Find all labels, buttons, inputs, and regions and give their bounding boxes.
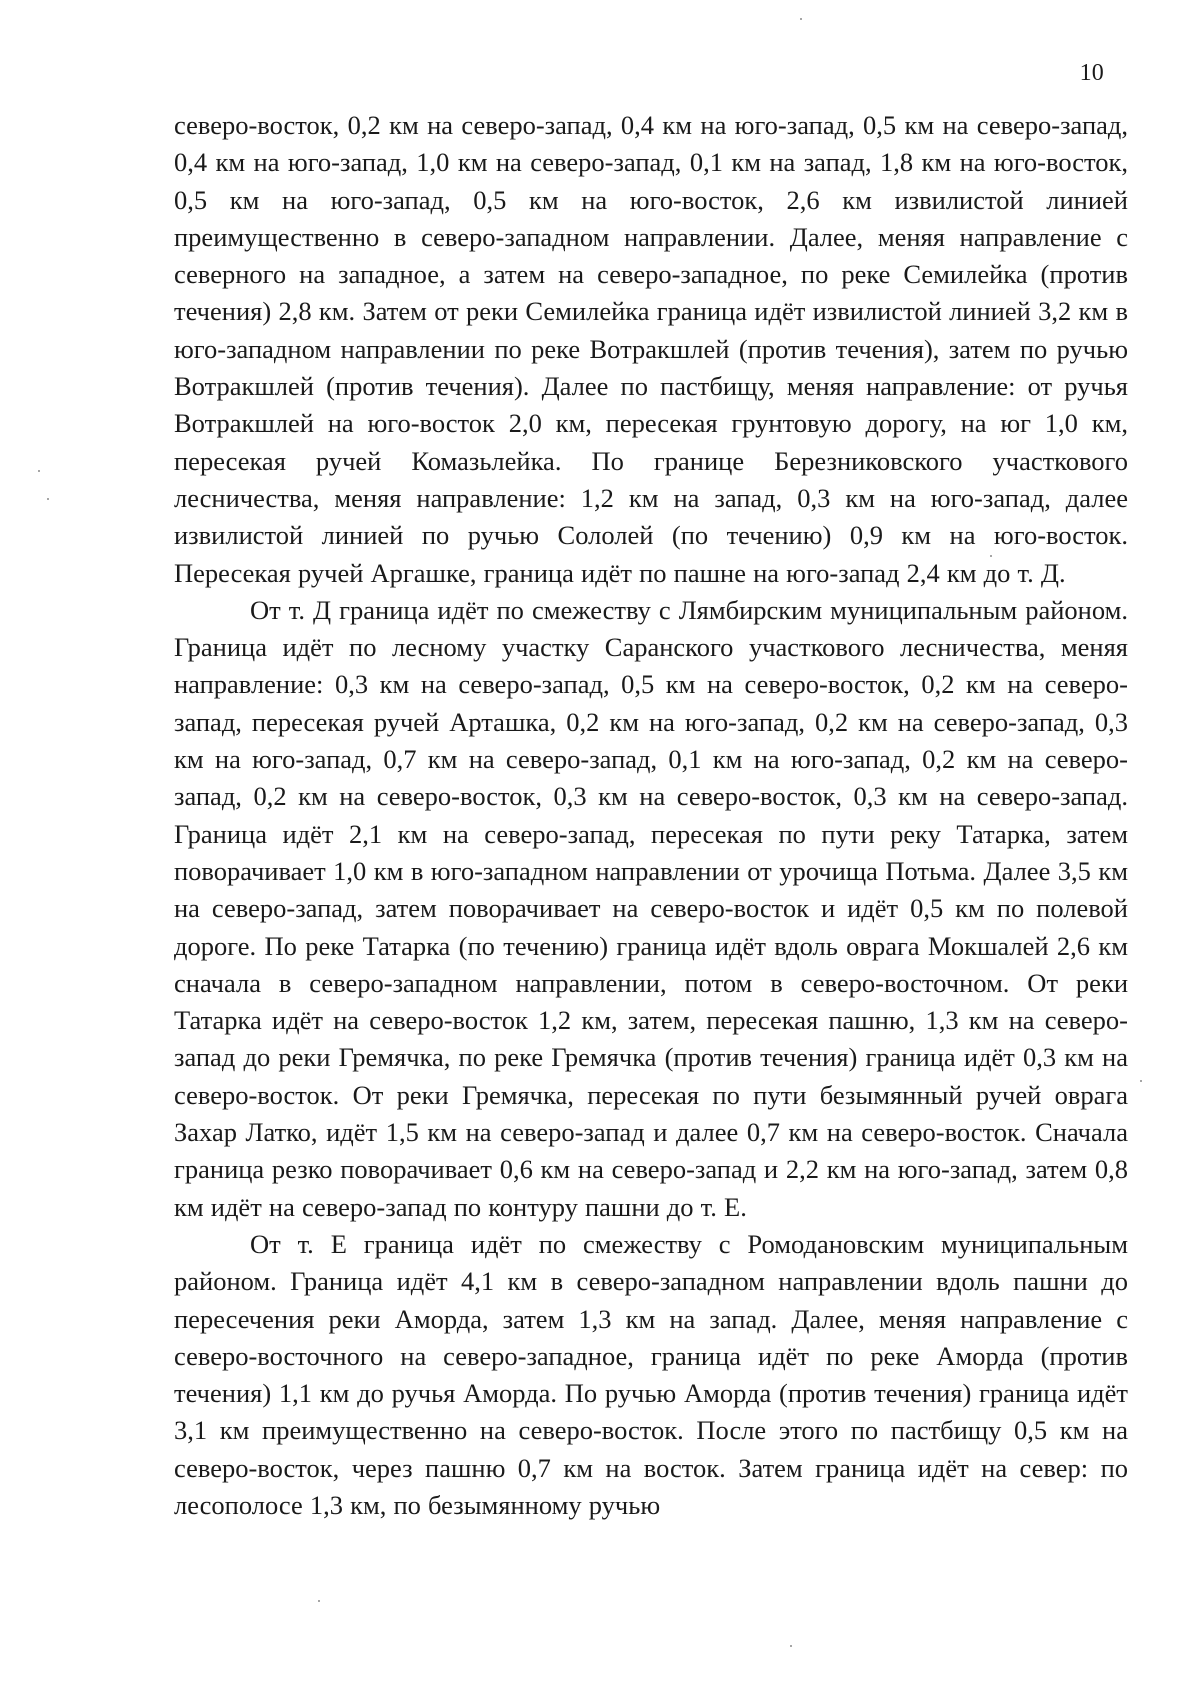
scan-speck xyxy=(47,498,49,500)
scan-speck xyxy=(790,1645,792,1647)
paragraph-3: От т. Е граница идёт по смежеству с Ромодановским муниципальным районом. Граница идёт 4,1 км в северо-западном направлении вдоль пашни до пересечения реки Аморда, затем 1,3 км на запад. Далее, меняя направление с северо-восточного на северо-западное, граница идёт по реке Аморда (против течения) 1,1 км до ручья Аморда. По ручью Аморда (против течения) граница идёт 3,1 км преимущественно на северо-восток. После этого по пастбищу 0,5 км на северо-восток, через пашню 0,7 км на восток. Затем граница идёт на север: по лесополосе 1,3 км, по безымянному ручью xyxy=(174,1228,1128,1520)
scan-speck xyxy=(1140,1080,1142,1082)
paragraph-2: От т. Д граница идёт по смежеству с Лямбирским муниципальным районом. Граница идёт по лесному участку Саранского участкового лесничества, меняя направление: 0,3 км на северо-запад, 0,5 км на северо-восток, 0,2 км на северо-запад, пересекая ручей Арташка, 0,2 км на юго-запад, 0,2 км на северо-запад, 0,3 км на юго-запад, 0,7 км на северо-запад, 0,1 км на юго-запад, 0,2 км на северо-запад, 0,2 км на северо-восток, 0,3 км на северо-восток, 0,3 км на северо-запад. Граница идёт 2,1 км на северо-запад, пересекая по пути реку Татарка, затем поворачивает 1,0 км в юго-западном направлении от урочища Потьма. Далее 3,5 км на северо-запад, затем поворачивает на северо-восток и идёт 0,5 км по полевой дороге. По реке Татарка (по течению) граница идёт вдоль оврага Мокшалей 2,6 км сначала в северо-западном направлении, потом в северо-восточном. От реки Татарка идёт на северо-восток 1,2 км, затем, пересекая пашню, 1,3 км на северо-запад до реки Гремячка, по реке Гремячка (против течения) граница идёт 0,3 км на северо-восток. От реки Гремячка, пересекая по пути безымянный ручей оврага Захар Латко, идёт 1,5 км на северо-запад и далее 0,7 км на северо-восток. Сначала граница резко поворачивает 0,6 км на северо-запад и 2,2 км на юго-запад, затем 0,8 км идёт на северо-запад по контуру пашни до т. Е. xyxy=(174,594,1128,1222)
document-body xyxy=(174,107,1128,1524)
scan-speck xyxy=(800,18,802,20)
paragraph-1: северо-восток, 0,2 км на северо-запад, 0,4 км на юго-запад, 0,5 км на северо-запад, 0,4 км на юго-запад, 1,0 км на северо-запад, 0,1 км на запад, 1,8 км на юго-восток, 0,5 км на юго-запад, 0,5 км на юго-восток, 2,6 км извилистой линией преимущественно в северо-западном направлении. Далее, меняя направление с северного на западное, а затем на северо-западное, по реке Семилейка (против течения) 2,8 км. Затем от реки Семилейка граница идёт извилистой линией 3,2 км в юго-западном направлении по реке Вотракшлей (против течения), затем по ручью Вотракшлей (против течения). Далее по пастбищу, меняя направление: от ручья Вотракшлей на юго-восток 2,0 км, пересекая грунтовую дорогу, на юг 1,0 км, пересекая ручей Комазьлейка. По границе Березниковского участкового лесничества, меняя направление: 1,2 км на запад, 0,3 км на юго-запад, далее извилистой линией по ручью Сололей (по течению) 0,9 км на юго-восток. Пересекая ручей Аргашке, граница идёт по пашне на юго-запад 2,4 км до т. Д. xyxy=(174,110,1128,588)
page-number: 10 xyxy=(1079,60,1104,86)
scan-speck xyxy=(318,1600,320,1602)
scan-speck xyxy=(38,470,40,472)
scan-speck xyxy=(990,555,992,557)
